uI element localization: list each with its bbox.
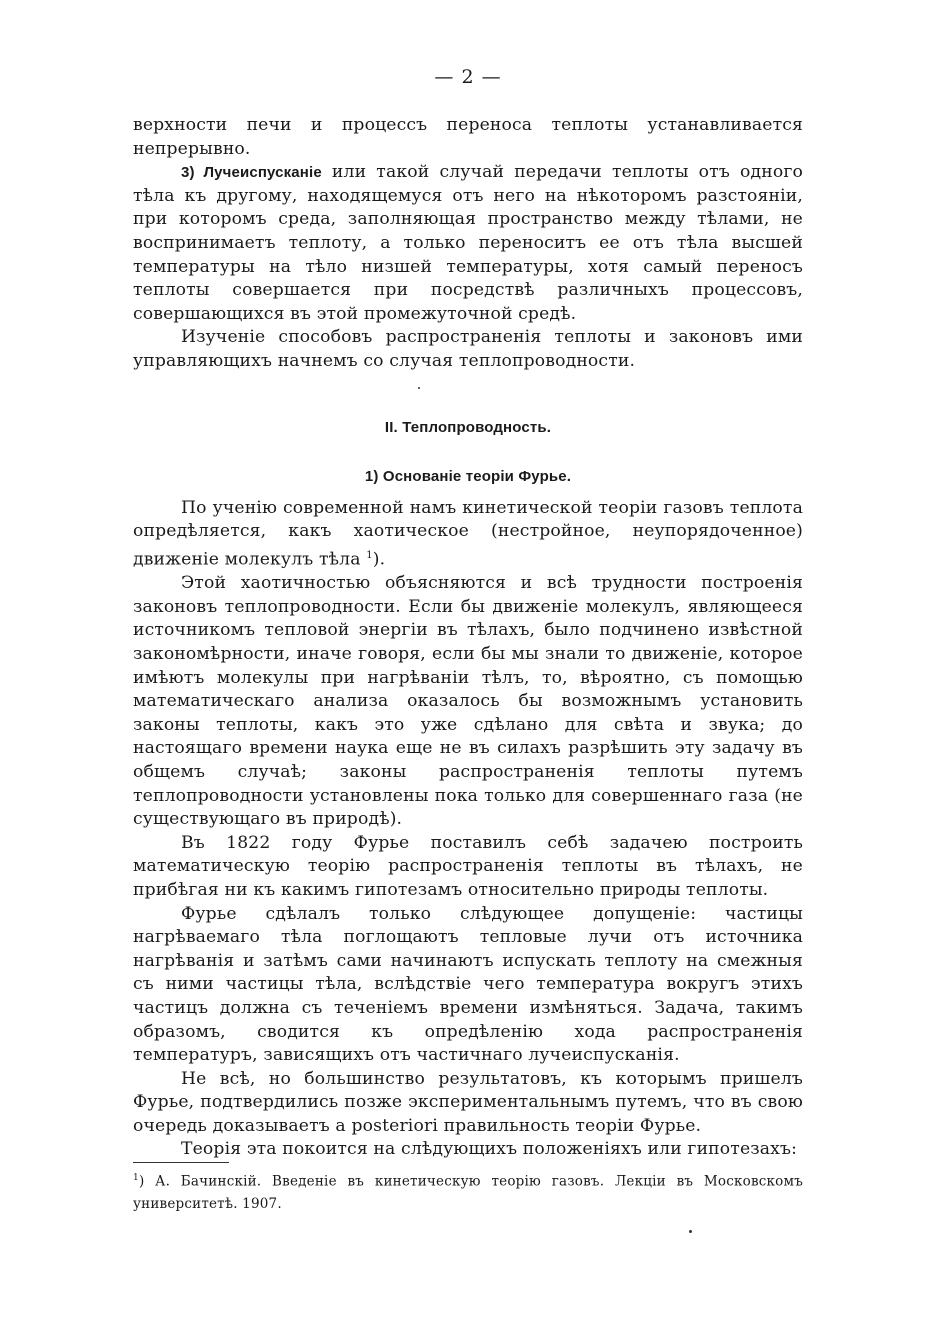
section-heading: II. Теплопроводность. [384, 418, 552, 436]
print-speck [418, 387, 420, 389]
footnote-ref: 1 [366, 549, 373, 561]
page-body [133, 114, 803, 1162]
paragraph-radiation-text: или такой случай передачи теплоты отъ одного тѣла къ другому, находящемуся отъ него на нѣкоторомъ разстояніи, при которомъ среда, заполняющая пространство между тѣлами, не воспринимаетъ теплоту, а только переноситъ ее отъ тѣла высшей температуры на тѣло низшей температуры, хотя самый переносъ теплоты совершается при посредствѣ различныхъ процессовъ, совершающихся въ этой промежуточной средѣ. [133, 162, 804, 324]
paragraph-kinetic-theory [133, 497, 803, 573]
footnote-text: ) А. Бачинскій. Введеніе въ кинетическую теорію газовъ. Лекціи въ Московскомъ университетѣ. 1907. [133, 1173, 803, 1212]
paragraph-study: Изученіе способовъ распространенія теплоты и законовъ ими управляющихъ начнемъ со случая теплопроводности. [133, 327, 803, 371]
paragraph-kinetic-theory-end: . [379, 549, 386, 570]
paragraph-chaos: Этой хаотичностью объясняются и всѣ трудности построенія законовъ теплопроводности. Если бы движеніе молекулъ, являющееся источникомъ тепловой энергіи въ тѣлахъ, было подчинено извѣстной закономѣрности, иначе говоря, если бы мы знали то движеніе, которое имѣютъ молекулы при нагрѣваніи тѣлъ, то, вѣроятно, съ помощью математическаго анализа оказалось бы возможнымъ установить законы теплоты, какъ это уже сдѣлано для свѣта и звука; до настоящаго времени наука еще не въ силахъ разрѣшить эту задачу въ общемъ случаѣ; законы распространенія теплоты путемъ теплопроводности установлены пока только для совершеннаго газа (не существующаго въ природѣ). [133, 573, 803, 830]
footnote-divider [133, 1162, 229, 1163]
paragraph-results: Не всѣ, но большинство результатовъ, къ которымъ пришелъ Фурье, подтвердились позже экспериментальнымъ путемъ, что въ свою очередь доказываетъ a posteriori правильность теоріи Фурье. [133, 1068, 803, 1136]
subsection-heading: 1) Основаніе теоріи Фурье. [364, 468, 572, 486]
paragraph-kinetic-theory-text: По ученію современной намъ кинетической теоріи газовъ теплота опредѣляется, какъ хаотическое (нестройное, неупорядоченное) движеніе молекулъ тѣла [133, 497, 803, 570]
page-number: — 2 — [434, 66, 502, 88]
print-speck [689, 1230, 692, 1233]
footnote-ref-paren: ) [372, 549, 380, 570]
footnote [133, 1167, 803, 1215]
paragraph-radiation [133, 161, 803, 326]
paragraph-fourier-1822: Въ 1822 году Фурье поставилъ себѣ задачею построить математическую теорію распространенія теплоты въ тѣлахъ, не прибѣгая ни къ какимъ гипотезамъ относительно природы теплоты. [133, 832, 803, 900]
footnote-marker: 1 [133, 1173, 139, 1183]
paragraph-hypotheses: Теорія эта покоится на слѣдующихъ положеніяхъ или гипотезахъ: [181, 1139, 798, 1160]
paragraph-fourier-assumption: Фурье сдѣлалъ только слѣдующее допущеніе: частицы нагрѣваемаго тѣла поглощаютъ тепловые лучи отъ источника нагрѣванія и затѣмъ сами начинаютъ испускать теплоту на смежныя съ ними частицы тѣла, вслѣдствіе чего температура вокругъ этихъ частицъ должна съ теченіемъ времени измѣняться. Задача, такимъ образомъ, сводится къ опредѣленію хода распространенія температуръ, зависящихъ отъ частичнаго лучеиспусканія. [133, 903, 803, 1066]
term-radiation: 3) Лучеиспусканіе [181, 164, 322, 182]
paragraph-continuation: верхности печи и процессъ переноса теплоты устанавливается непрерывно. [133, 115, 803, 159]
